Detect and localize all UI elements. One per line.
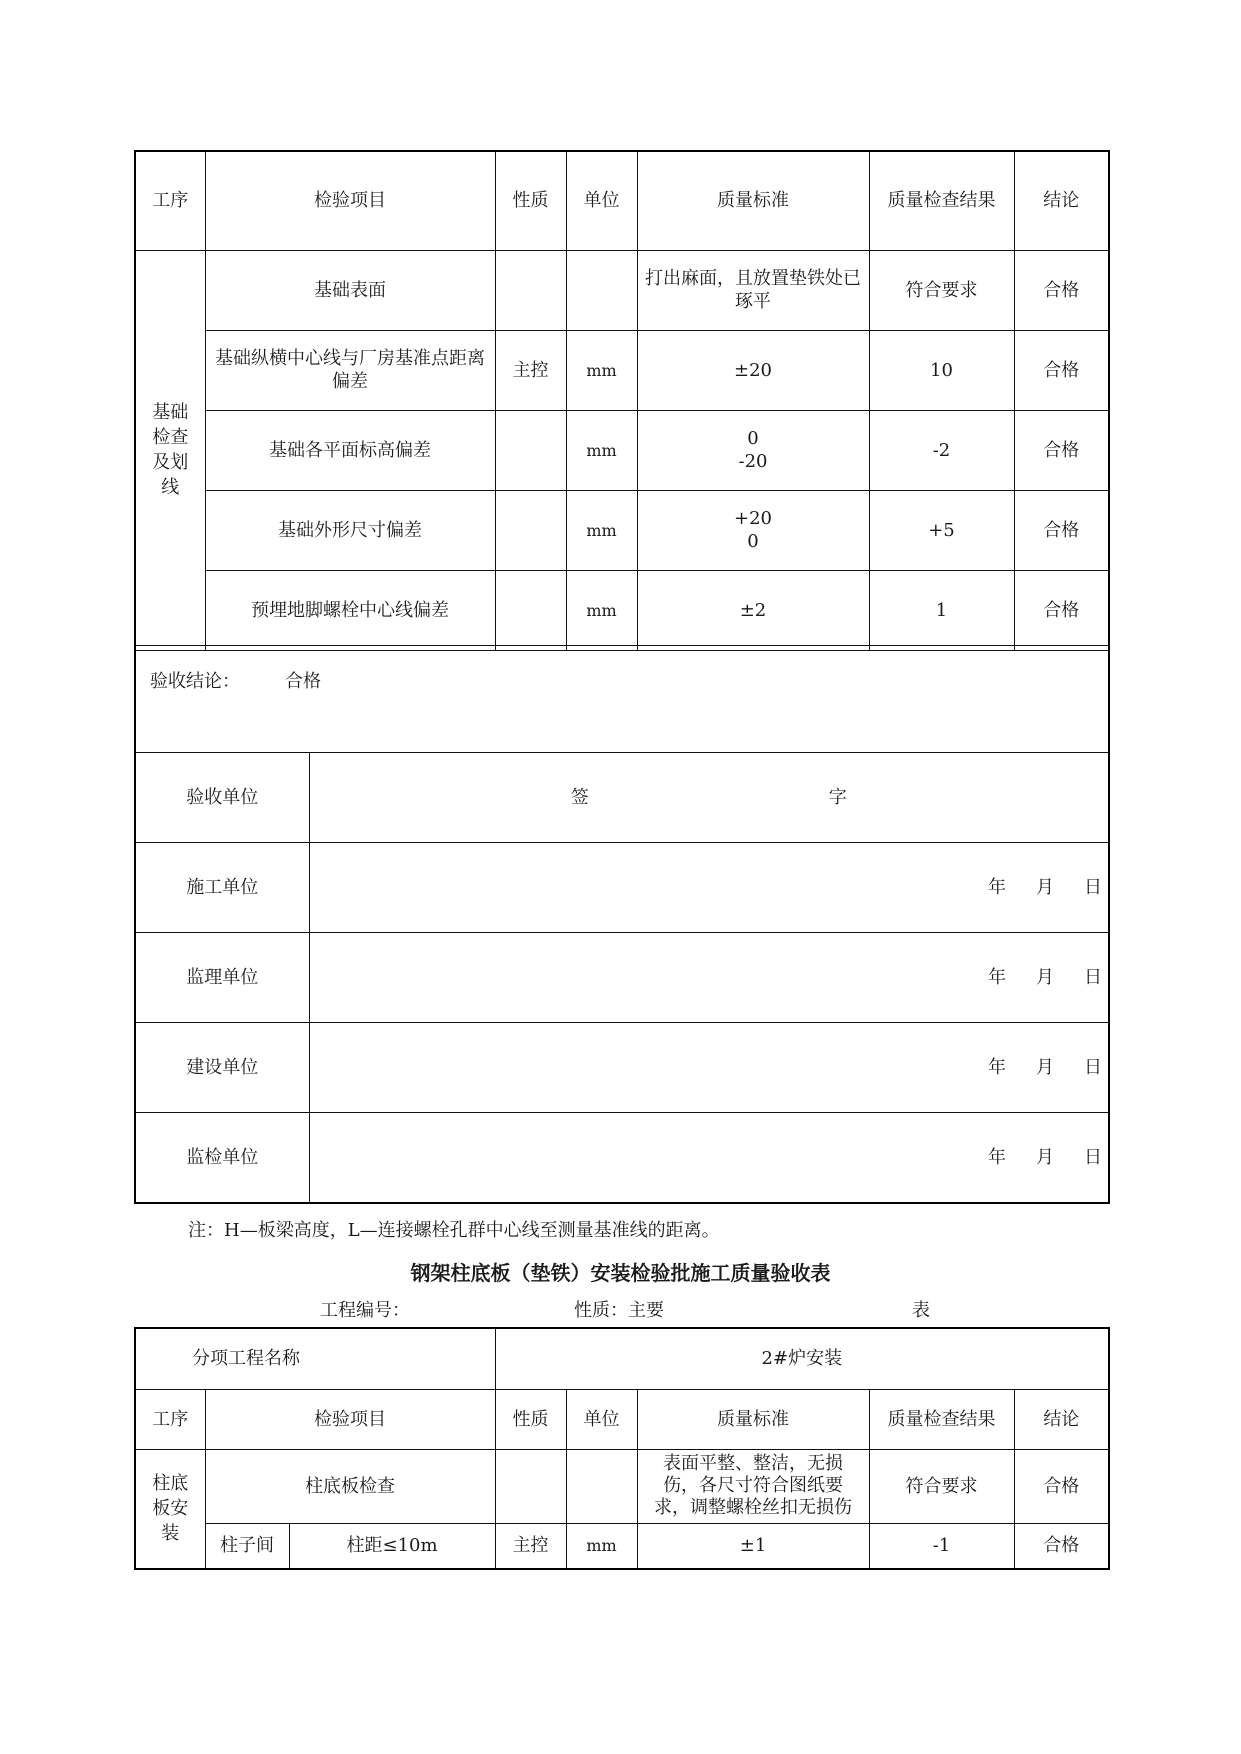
nature-cell xyxy=(495,570,566,650)
acceptance-conclusion xyxy=(135,646,1109,753)
header-process: 工序 xyxy=(135,151,205,250)
conclusion-cell: 合格 xyxy=(1014,570,1109,650)
header-nature: 性质 xyxy=(495,1389,566,1449)
nature-cell: 主控 xyxy=(495,330,566,410)
header-standard: 质量标准 xyxy=(637,151,869,250)
unit-name: 施工单位 xyxy=(135,843,309,933)
item-cell: 柱底板检查 xyxy=(205,1449,495,1523)
conclusion-cell: 合格 xyxy=(1014,490,1109,570)
subproject-label: 分项工程名称 xyxy=(135,1328,495,1389)
standard-cell: 打出麻面，且放置垫铁处已琢平 xyxy=(637,250,869,330)
date-day: 日 xyxy=(1084,877,1102,898)
conclusion-cell: 合格 xyxy=(1014,410,1109,490)
header-item: 检验项目 xyxy=(205,1389,495,1449)
unit-name: 建设单位 xyxy=(135,1023,309,1113)
date-cell xyxy=(309,843,1109,933)
signature-row xyxy=(135,933,1109,1023)
signature-header xyxy=(309,753,1109,843)
conclusion-cell: 合格 xyxy=(1014,1449,1109,1523)
header-standard: 质量标准 xyxy=(637,1389,869,1449)
date-month: 月 xyxy=(1036,877,1054,898)
signature-row xyxy=(135,1113,1109,1203)
sign-char: 签 xyxy=(570,787,589,808)
conclusion-cell: 合格 xyxy=(1014,1523,1109,1569)
standard-line: -20 xyxy=(738,451,768,472)
date-day: 日 xyxy=(1084,1057,1102,1078)
date-cell xyxy=(309,1023,1109,1113)
date-month: 月 xyxy=(1036,1057,1054,1078)
acceptance-conclusion-label: 验收结论： xyxy=(150,671,240,692)
date-month: 月 xyxy=(1036,1146,1054,1168)
unit-name: 监理单位 xyxy=(135,933,309,1023)
project-number-label: 工程编号： xyxy=(320,1300,410,1321)
table-row xyxy=(135,410,1109,490)
signature-row xyxy=(135,843,1109,933)
standard-cell xyxy=(637,490,869,570)
standard-cell xyxy=(637,410,869,490)
nature-cell xyxy=(495,250,566,330)
header-row xyxy=(135,151,1109,250)
header-item: 检验项目 xyxy=(205,151,495,250)
acceptance-conclusion-value: 合格 xyxy=(285,671,321,692)
standard-cell: ±2 xyxy=(637,570,869,650)
item-cell: 基础表面 xyxy=(205,250,495,330)
result-cell: -2 xyxy=(869,410,1014,490)
column-base-table xyxy=(134,1327,1110,1570)
nature-cell xyxy=(495,490,566,570)
nature-cell: 主控 xyxy=(495,1523,566,1569)
header-unit: 单位 xyxy=(566,1389,637,1449)
signature-row xyxy=(135,1023,1109,1113)
standard-line: 0 xyxy=(747,428,759,449)
result-cell: -1 xyxy=(869,1523,1014,1569)
date-year: 年 xyxy=(988,967,1006,988)
acceptance-unit-header: 验收单位 xyxy=(135,753,309,843)
result-cell: +5 xyxy=(869,490,1014,570)
unit-cell xyxy=(566,1449,637,1523)
standard-cell: ±1 xyxy=(637,1523,869,1569)
header-result: 质量检查结果 xyxy=(869,1389,1014,1449)
item-cell: 基础纵横中心线与厂房基准点距离偏差 xyxy=(205,330,495,410)
unit-cell: mm xyxy=(566,490,637,570)
form-title: 钢架柱底板（垫铁）安装检验批施工质量验收表 xyxy=(410,1261,831,1285)
header-result: 质量检查结果 xyxy=(869,151,1014,250)
table-row xyxy=(135,1523,1109,1569)
subproject-row xyxy=(135,1328,1109,1389)
header-row xyxy=(135,1389,1109,1449)
result-cell: 符合要求 xyxy=(869,250,1014,330)
result-cell: 10 xyxy=(869,330,1014,410)
date-month: 月 xyxy=(1036,967,1054,988)
header-conclusion: 结论 xyxy=(1014,151,1109,250)
nature-label: 性质：主要 xyxy=(574,1300,664,1321)
unit-cell: mm xyxy=(566,1523,637,1569)
table-row xyxy=(135,490,1109,570)
date-cell xyxy=(309,933,1109,1023)
result-cell: 符合要求 xyxy=(869,1449,1014,1523)
date-day: 日 xyxy=(1084,1146,1102,1168)
standard-line: 0 xyxy=(747,531,759,552)
unit-cell: mm xyxy=(566,330,637,410)
process-cell: 基础检查及划线 xyxy=(135,250,205,650)
process-cell: 柱底板安装 xyxy=(135,1449,205,1569)
date-year: 年 xyxy=(988,1057,1006,1078)
header-conclusion: 结论 xyxy=(1014,1389,1109,1449)
header-unit: 单位 xyxy=(566,151,637,250)
inspection-table xyxy=(134,150,1110,651)
unit-cell xyxy=(566,250,637,330)
group-cell: 柱子间 xyxy=(205,1523,289,1569)
subproject-value: 2#炉安装 xyxy=(495,1328,1109,1389)
nature-cell xyxy=(495,410,566,490)
date-cell xyxy=(309,1113,1109,1203)
conclusion-cell: 合格 xyxy=(1014,250,1109,330)
item-cell: 基础外形尺寸偏差 xyxy=(205,490,495,570)
item-cell: 基础各平面标高偏差 xyxy=(205,410,495,490)
signature-header-row xyxy=(135,753,1109,843)
acceptance-table xyxy=(134,645,1110,1204)
nature-cell xyxy=(495,1449,566,1523)
table-row xyxy=(135,330,1109,410)
sign-char: 字 xyxy=(828,787,847,808)
table-row xyxy=(135,250,1109,330)
standard-cell: 表面平整、整洁，无损伤，各尺寸符合图纸要求，调整螺栓丝扣无损伤 xyxy=(637,1449,869,1523)
footnote: 注：H—板梁高度，L—连接螺栓孔群中心线至测量基准线的距离。 xyxy=(188,1220,720,1241)
acceptance-conclusion-row xyxy=(135,646,1109,753)
result-cell: 1 xyxy=(869,570,1014,650)
date-year: 年 xyxy=(988,1146,1006,1168)
conclusion-cell: 合格 xyxy=(1014,330,1109,410)
table-label: 表 xyxy=(912,1300,930,1321)
table-row xyxy=(135,570,1109,650)
item-cell: 柱距≤10m xyxy=(289,1523,495,1569)
item-cell: 预埋地脚螺栓中心线偏差 xyxy=(205,570,495,650)
unit-cell: mm xyxy=(566,410,637,490)
unit-cell: mm xyxy=(566,570,637,650)
unit-name: 监检单位 xyxy=(135,1113,309,1203)
header-nature: 性质 xyxy=(495,151,566,250)
standard-cell: ±20 xyxy=(637,330,869,410)
standard-line: +20 xyxy=(734,508,772,529)
date-year: 年 xyxy=(988,877,1006,898)
header-process: 工序 xyxy=(135,1389,205,1449)
table-row xyxy=(135,1449,1109,1523)
date-day: 日 xyxy=(1084,967,1102,988)
